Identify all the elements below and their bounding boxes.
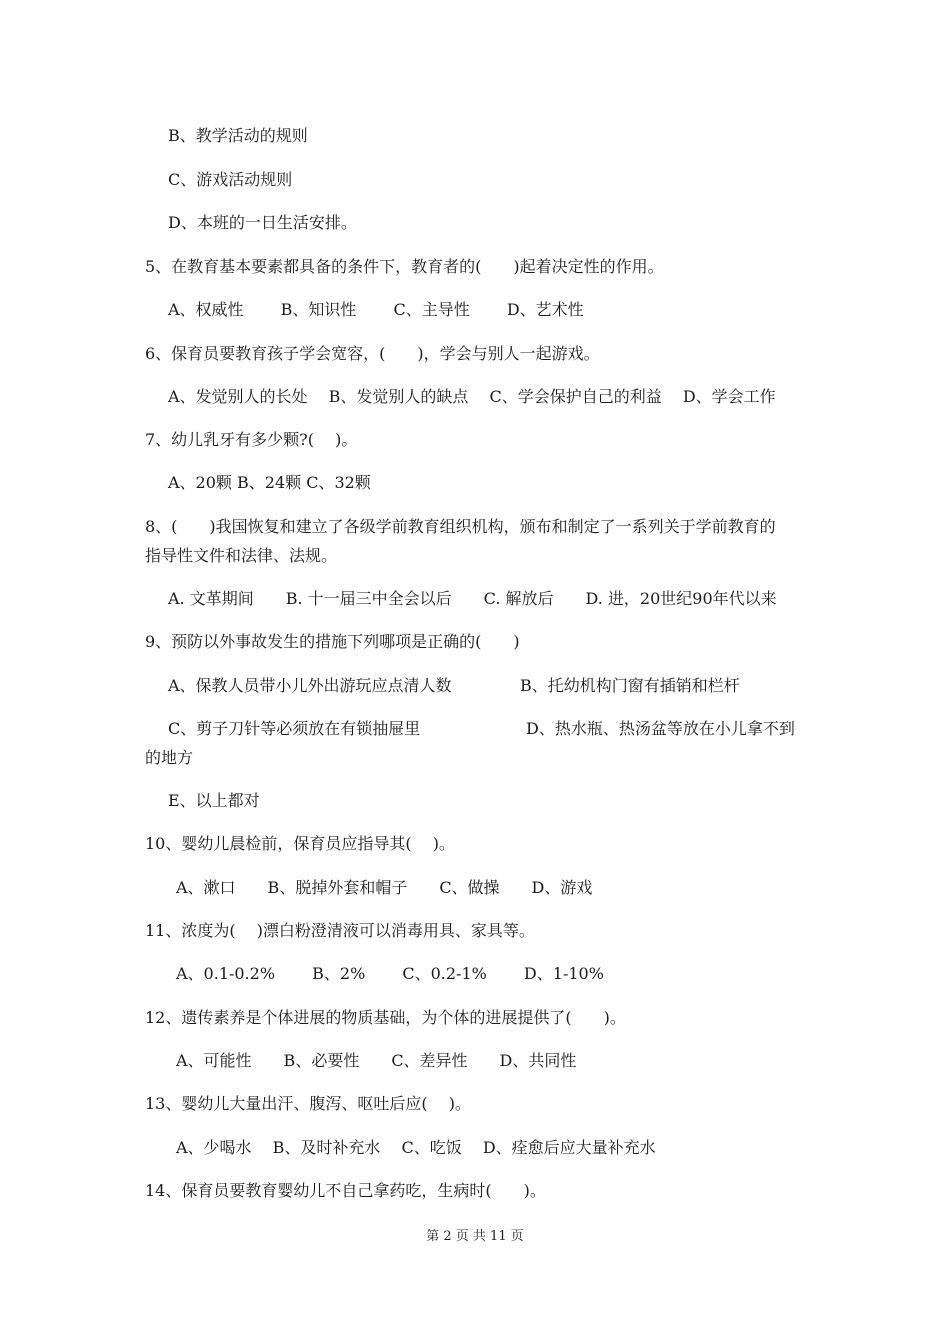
options-11: A、0.1-0.2% B、2% C、0.2-1% D、1-10% (176, 964, 604, 983)
question-5: 5、在教育基本要素都具备的条件下，教育者的( )起着决定性的作用。 (145, 257, 664, 276)
question-14: 14、保育员要教育婴幼儿不自己拿药吃，生病时( )。 (145, 1181, 546, 1200)
question-10: 10、婴幼儿晨检前，保育员应指导其( )。 (145, 834, 455, 853)
option-4b: B、教学活动的规则 (168, 126, 308, 145)
option-9e: E、以上都对 (168, 791, 260, 810)
options-8: A. 文革期间 B. 十一届三中全会以后 C. 解放后 D. 进，20世纪90年代以来 (168, 589, 777, 608)
option-9a: A、保教人员带小儿外出游玩应点清人数 (168, 676, 452, 695)
option-9d-cont: 的地方 (145, 748, 194, 767)
option-9b: B、托幼机构门窗有插销和栏杆 (520, 676, 740, 695)
options-13: A、少喝水 B、及时补充水 C、吃饭 D、痊愈后应大量补充水 (176, 1138, 656, 1157)
question-13: 13、婴幼儿大量出汗、腹泻、呕吐后应( )。 (145, 1094, 471, 1113)
options-6: A、发觉别人的长处 B、发觉别人的缺点 C、学会保护自己的利益 D、学会工作 (168, 387, 776, 406)
question-11: 11、浓度为( )漂白粉澄清液可以消毒用具、家具等。 (145, 921, 535, 940)
option-4d: D、本班的一日生活安排。 (168, 213, 357, 232)
question-9: 9、预防以外事故发生的措施下列哪项是正确的( ) (145, 632, 520, 651)
options-12: A、可能性 B、必要性 C、差异性 D、共同性 (176, 1051, 577, 1070)
question-7: 7、幼儿乳牙有多少颗?( )。 (145, 430, 358, 449)
question-8-cont: 指导性文件和法律、法规。 (145, 546, 338, 565)
option-9d: D、热水瓶、热汤盆等放在小儿拿不到 (526, 719, 795, 738)
options-7: A、20颗 B、24颗 C、32颗 (168, 473, 371, 492)
option-4c: C、游戏活动规则 (168, 170, 293, 189)
option-9c: C、剪子刀针等必须放在有锁抽屉里 (168, 719, 421, 738)
options-5: A、权威性 B、知识性 C、主导性 D、艺术性 (168, 300, 584, 319)
question-8: 8、( )我国恢复和建立了各级学前教育组织机构，颁布和制定了一系列关于学前教育的 (145, 517, 776, 536)
question-6: 6、保育员要教育孩子学会宽容，( )，学会与别人一起游戏。 (145, 344, 600, 363)
question-12: 12、遗传素养是个体进展的物质基础，为个体的进展提供了( )。 (145, 1008, 626, 1027)
options-10: A、漱口 B、脱掉外套和帽子 C、做操 D、游戏 (176, 878, 593, 897)
page-number: 第 2 页 共 11 页 (426, 1229, 524, 1244)
